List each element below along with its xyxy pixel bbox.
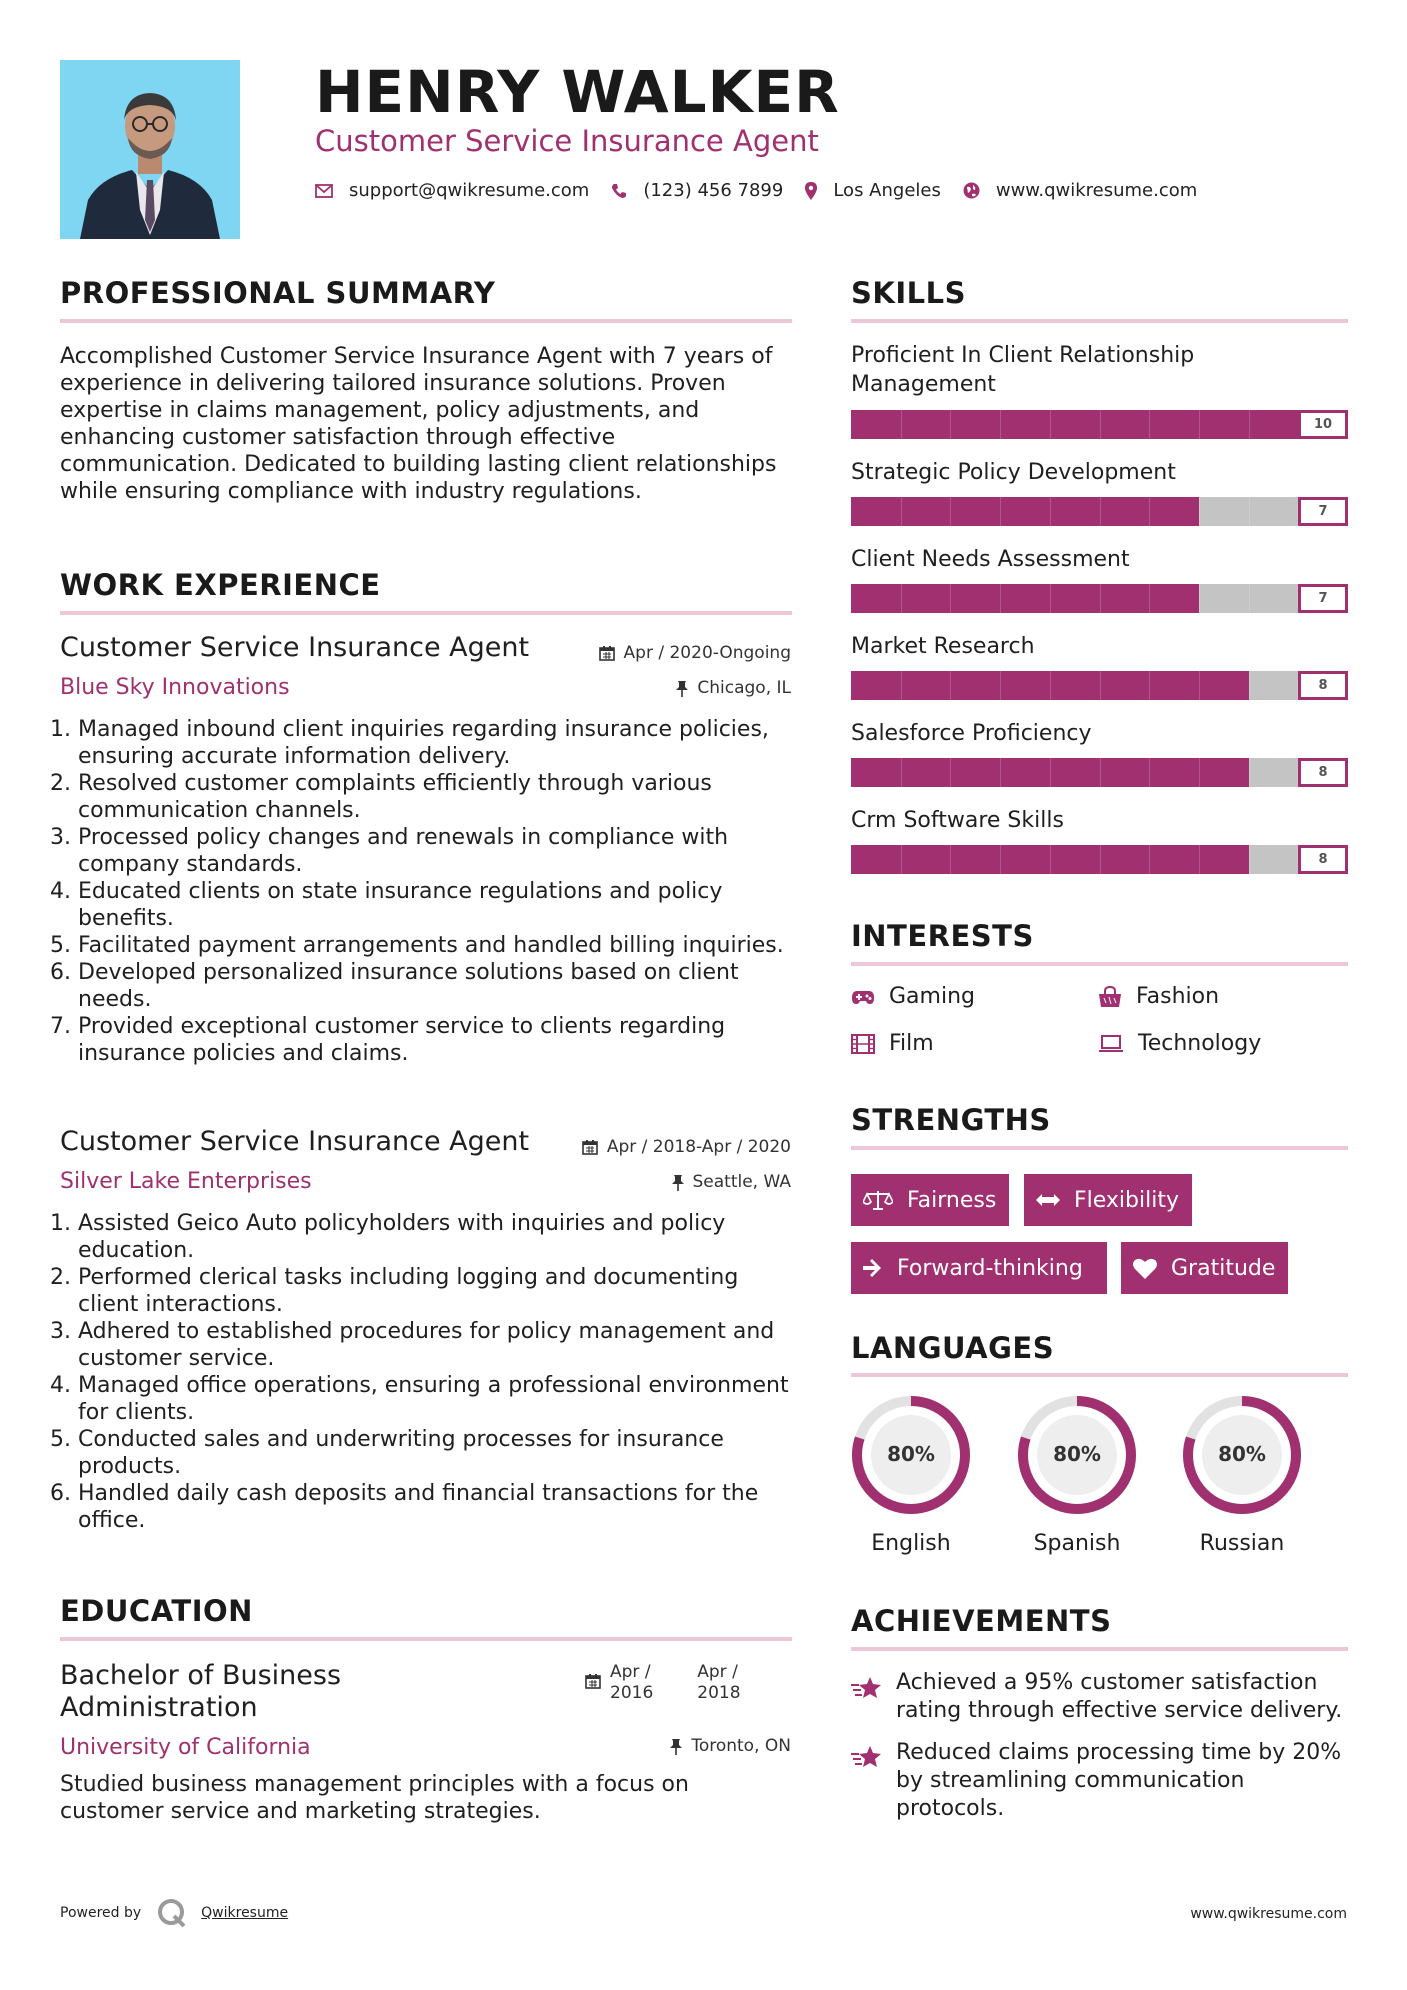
skill-bar-segment <box>1050 584 1051 613</box>
qwikresume-link[interactable]: Qwikresume <box>201 1905 289 1921</box>
skill-bar-segment <box>1149 410 1150 439</box>
interest-label: Gaming <box>889 984 975 1009</box>
interest-label: Technology <box>1138 1031 1262 1056</box>
languages-rule <box>851 1373 1348 1377</box>
job-1-dates-text: Apr / 2020-Ongoing <box>623 643 791 663</box>
skill-bar-segment <box>1100 497 1101 526</box>
job-1-dates <box>599 643 791 663</box>
languages-heading: LANGUAGES <box>851 1331 1055 1365</box>
language-name: Spanish <box>1033 1531 1121 1556</box>
achievements-heading: ACHIEVEMENTS <box>851 1604 1112 1638</box>
summary-rule <box>60 319 792 323</box>
skill-bar <box>851 584 1348 613</box>
gamepad-icon <box>851 989 875 1005</box>
skill-bar-segment <box>1000 845 1001 874</box>
education-end-year: 2018 <box>697 1683 741 1703</box>
strength-gratitude <box>1121 1242 1288 1294</box>
skill-bar-segment <box>1249 584 1250 613</box>
job-2-title: Customer Service Insurance Agent <box>60 1126 530 1157</box>
skill-value-badge: 10 <box>1298 410 1348 439</box>
strength-forward-thinking <box>851 1242 1107 1294</box>
interest-label: Film <box>889 1031 934 1056</box>
education-end <box>697 1662 740 1704</box>
education-start-year: 2016 <box>610 1683 654 1703</box>
interest-label: Fashion <box>1136 984 1220 1009</box>
skill-bar-segment <box>1199 845 1200 874</box>
skill-bar-segment <box>1000 758 1001 787</box>
list-item: 4. Educated clients on state insurance regulations and policy benefits. <box>78 878 795 932</box>
qwikresume-logo-icon <box>157 1898 187 1928</box>
language-percent: 80% <box>1218 1442 1266 1466</box>
job-2-location-text: Seattle, WA <box>692 1172 791 1192</box>
strength-fairness <box>851 1174 1009 1226</box>
thumbtack-icon <box>672 1174 684 1191</box>
contact-location-text: Los Angeles <box>833 180 941 201</box>
contact-location <box>805 180 941 201</box>
skill-bar-segment <box>1050 758 1051 787</box>
skill-bar <box>851 758 1348 787</box>
list-item: 3. Adhered to established procedures for policy management and customer service. <box>78 1318 795 1372</box>
skill-bar-segment <box>1050 671 1051 700</box>
education-end-month: Apr / <box>697 1662 738 1682</box>
education-location-text: Toronto, ON <box>691 1736 791 1756</box>
list-item: 5. Conducted sales and underwriting processes for insurance products. <box>78 1426 795 1480</box>
skill-bar-segment <box>1149 671 1150 700</box>
language-name: Russian <box>1199 1531 1285 1556</box>
skills-heading: SKILLS <box>851 276 966 310</box>
skill-bar-segment <box>1149 584 1150 613</box>
skill-bar-segment <box>1100 845 1101 874</box>
skill-bar-segment <box>1199 584 1200 613</box>
skill-bar <box>851 410 1348 439</box>
skill-label: Proficient In Client Relationship Management <box>851 343 1195 397</box>
interests-rule <box>851 962 1348 966</box>
skill-bar-segment <box>1249 758 1250 787</box>
phone-icon <box>611 183 627 199</box>
education-degree-line-1: Bachelor of Business <box>60 1660 342 1691</box>
arrow-right-icon <box>863 1259 883 1277</box>
list-item: 2. Resolved customer complaints efficiently through various communication channels. <box>78 770 795 824</box>
strength-label: Flexibility <box>1074 1187 1179 1213</box>
education-degree <box>60 1660 341 1724</box>
skill-value-badge: 8 <box>1298 671 1348 700</box>
education-description: Studied business management principles with a focus on customer service and marketing strategies. <box>60 1772 689 1824</box>
list-item: 2. Performed clerical tasks including logging and documenting client interactions. <box>78 1264 795 1318</box>
envelope-icon <box>315 184 333 198</box>
skill-value-badge: 7 <box>1298 584 1348 613</box>
experience-heading: WORK EXPERIENCE <box>60 568 381 602</box>
education-school: University of California <box>60 1735 311 1760</box>
map-marker-icon <box>805 182 817 200</box>
skill-bar-segment <box>1000 497 1001 526</box>
skill-label: Client Needs Assessment <box>851 547 1130 572</box>
skill-label: Market Research <box>851 634 1035 659</box>
interest-fashion <box>1098 984 1219 1009</box>
contact-email[interactable] <box>315 180 589 201</box>
strength-flexibility <box>1024 1174 1192 1226</box>
skill-bar <box>851 497 1348 526</box>
skill-bar <box>851 671 1348 700</box>
skill-bar-segment <box>901 758 902 787</box>
contact-phone[interactable] <box>611 180 783 201</box>
skill-bar-segment <box>1050 497 1051 526</box>
skill-bar-segment <box>901 584 902 613</box>
skill-bar-segment <box>1100 410 1101 439</box>
interest-technology <box>1098 1031 1261 1056</box>
globe-icon <box>963 182 980 199</box>
job-1-title: Customer Service Insurance Agent <box>60 632 530 663</box>
skill-bar-segment <box>950 584 951 613</box>
skill-bar-segment <box>1149 497 1150 526</box>
contact-website-text: www.qwikresume.com <box>995 180 1198 201</box>
experience-rule <box>60 611 792 615</box>
interest-film <box>851 1031 934 1056</box>
list-item: 5. Facilitated payment arrangements and handled billing inquiries. <box>78 932 795 959</box>
powered-by-text: Powered by <box>60 1905 142 1921</box>
skill-bar-fill <box>851 497 1199 526</box>
skills-rule <box>851 319 1348 323</box>
language-percent: 80% <box>1053 1442 1101 1466</box>
list-item: 1. Assisted Geico Auto policyholders with inquiries and policy education. <box>78 1210 795 1264</box>
achievement-1: Achieved a 95% customer satisfaction rating through effective service delivery. <box>896 1670 1343 1723</box>
skill-bar-segment <box>1249 497 1250 526</box>
contact-bar <box>315 180 1219 201</box>
education-rule <box>60 1637 792 1641</box>
thumbtack-icon <box>676 680 688 697</box>
laptop-icon <box>1098 1035 1124 1053</box>
job-1-company: Blue Sky Innovations <box>60 675 290 700</box>
language-percent: 80% <box>887 1442 935 1466</box>
skill-bar-segment <box>901 410 902 439</box>
achievement-2: Reduced claims processing time by 20% by streamlining communication protocols. <box>896 1740 1342 1821</box>
list-item: 1. Managed inbound client inquiries regarding insurance policies, ensuring accurate information delivery. <box>78 716 795 770</box>
interests-heading: INTERESTS <box>851 919 1034 953</box>
star-icon <box>851 1676 883 1704</box>
list-item: 4. Managed office operations, ensuring a professional environment for clients. <box>78 1372 795 1426</box>
skill-bar-segment <box>1000 671 1001 700</box>
skill-bar-segment <box>1100 584 1101 613</box>
skill-bar-segment <box>950 671 951 700</box>
job-2-dates-text: Apr / 2018-Apr / 2020 <box>606 1137 791 1157</box>
job-2-dates <box>582 1137 791 1157</box>
skill-label: Crm Software Skills <box>851 808 1064 833</box>
heart-icon <box>1133 1258 1157 1279</box>
calendar-icon <box>585 1673 601 1689</box>
skill-bar-segment <box>901 497 902 526</box>
strength-label: Fairness <box>907 1187 997 1213</box>
skill-bar-segment <box>1050 410 1051 439</box>
skill-bar-segment <box>950 845 951 874</box>
skill-bar-segment <box>1100 758 1101 787</box>
profile-photo <box>60 60 240 239</box>
skill-value-badge: 7 <box>1298 497 1348 526</box>
strengths-heading: STRENGTHS <box>851 1103 1051 1137</box>
education-dates <box>585 1662 741 1704</box>
skill-bar-segment <box>1249 671 1250 700</box>
skill-bar <box>851 845 1348 874</box>
calendar-icon <box>582 1139 598 1155</box>
candidate-title: Customer Service Insurance Agent <box>315 124 819 158</box>
list-item: 6. Handled daily cash deposits and financial transactions for the office. <box>78 1480 795 1534</box>
skill-bar-segment <box>1249 410 1250 439</box>
education-degree-line-2: Administration <box>60 1692 258 1723</box>
job-1-bullets <box>60 716 795 1067</box>
strength-label: Gratitude <box>1171 1255 1276 1281</box>
job-2-bullets <box>60 1210 795 1534</box>
education-location <box>670 1736 791 1756</box>
skill-bar-segment <box>1149 845 1150 874</box>
education-heading: EDUCATION <box>60 1594 253 1628</box>
job-2-location <box>672 1172 792 1192</box>
skill-bar-segment <box>1199 671 1200 700</box>
skill-bar-segment <box>1199 758 1200 787</box>
skill-bar-segment <box>1000 584 1001 613</box>
skill-bar-segment <box>1100 671 1101 700</box>
balance-scale-icon <box>863 1189 893 1211</box>
job-2-company: Silver Lake Enterprises <box>60 1169 312 1194</box>
skill-value-badge: 8 <box>1298 845 1348 874</box>
skill-label: Salesforce Proficiency <box>851 721 1092 746</box>
list-item: 6. Developed personalized insurance solutions based on client needs. <box>78 959 795 1013</box>
strength-label: Forward-thinking <box>897 1255 1083 1281</box>
contact-website[interactable] <box>963 180 1197 201</box>
education-start-month: Apr / <box>610 1662 651 1682</box>
skill-bar-fill <box>851 584 1199 613</box>
education-start <box>610 1662 653 1704</box>
film-icon <box>851 1034 875 1054</box>
achievements-rule <box>851 1647 1348 1651</box>
shopping-bag-icon <box>1098 986 1122 1008</box>
contact-email-text: support@qwikresume.com <box>349 180 590 201</box>
skill-bar-segment <box>1050 845 1051 874</box>
skill-bar-segment <box>1149 758 1150 787</box>
summary-heading: PROFESSIONAL SUMMARY <box>60 276 496 310</box>
skill-bar-segment <box>901 845 902 874</box>
skill-bar-segment <box>1000 410 1001 439</box>
footer-site[interactable]: www.qwikresume.com <box>1190 1906 1347 1922</box>
list-item: 3. Processed policy changes and renewals in compliance with company standards. <box>78 824 795 878</box>
skill-bar-segment <box>1199 497 1200 526</box>
footer-powered-by <box>60 1898 288 1928</box>
skill-label: Strategic Policy Development <box>851 460 1176 485</box>
candidate-name: HENRY WALKER <box>315 58 840 126</box>
summary-text: Accomplished Customer Service Insurance Agent with 7 years of experience in delivering tailored insurance solutions. Proven expertise in claims management, policy adjustments, and enhancing customer satisfaction through effective communication. Dedicated to building lasting client relationships while ensuring compliance with industry regulations. <box>60 344 777 504</box>
skill-bar-segment <box>1249 845 1250 874</box>
list-item: 7. Provided exceptional customer service to clients regarding insurance policies and claims. <box>78 1013 795 1067</box>
star-icon <box>851 1745 883 1773</box>
job-1-location <box>676 678 791 698</box>
contact-phone-text: (123) 456 7899 <box>643 180 784 201</box>
language-name: English <box>871 1531 951 1556</box>
skill-bar-segment <box>950 497 951 526</box>
calendar-icon <box>599 645 615 661</box>
job-1-location-text: Chicago, IL <box>697 678 791 698</box>
thumbtack-icon <box>670 1738 682 1755</box>
interest-gaming <box>851 984 975 1009</box>
skill-bar-segment <box>1199 410 1200 439</box>
skill-bar-segment <box>901 671 902 700</box>
skill-value-badge: 8 <box>1298 758 1348 787</box>
skill-bar-segment <box>950 758 951 787</box>
skill-bar-segment <box>950 410 951 439</box>
strengths-rule <box>851 1146 1348 1150</box>
arrows-horizontal-icon <box>1036 1193 1060 1207</box>
